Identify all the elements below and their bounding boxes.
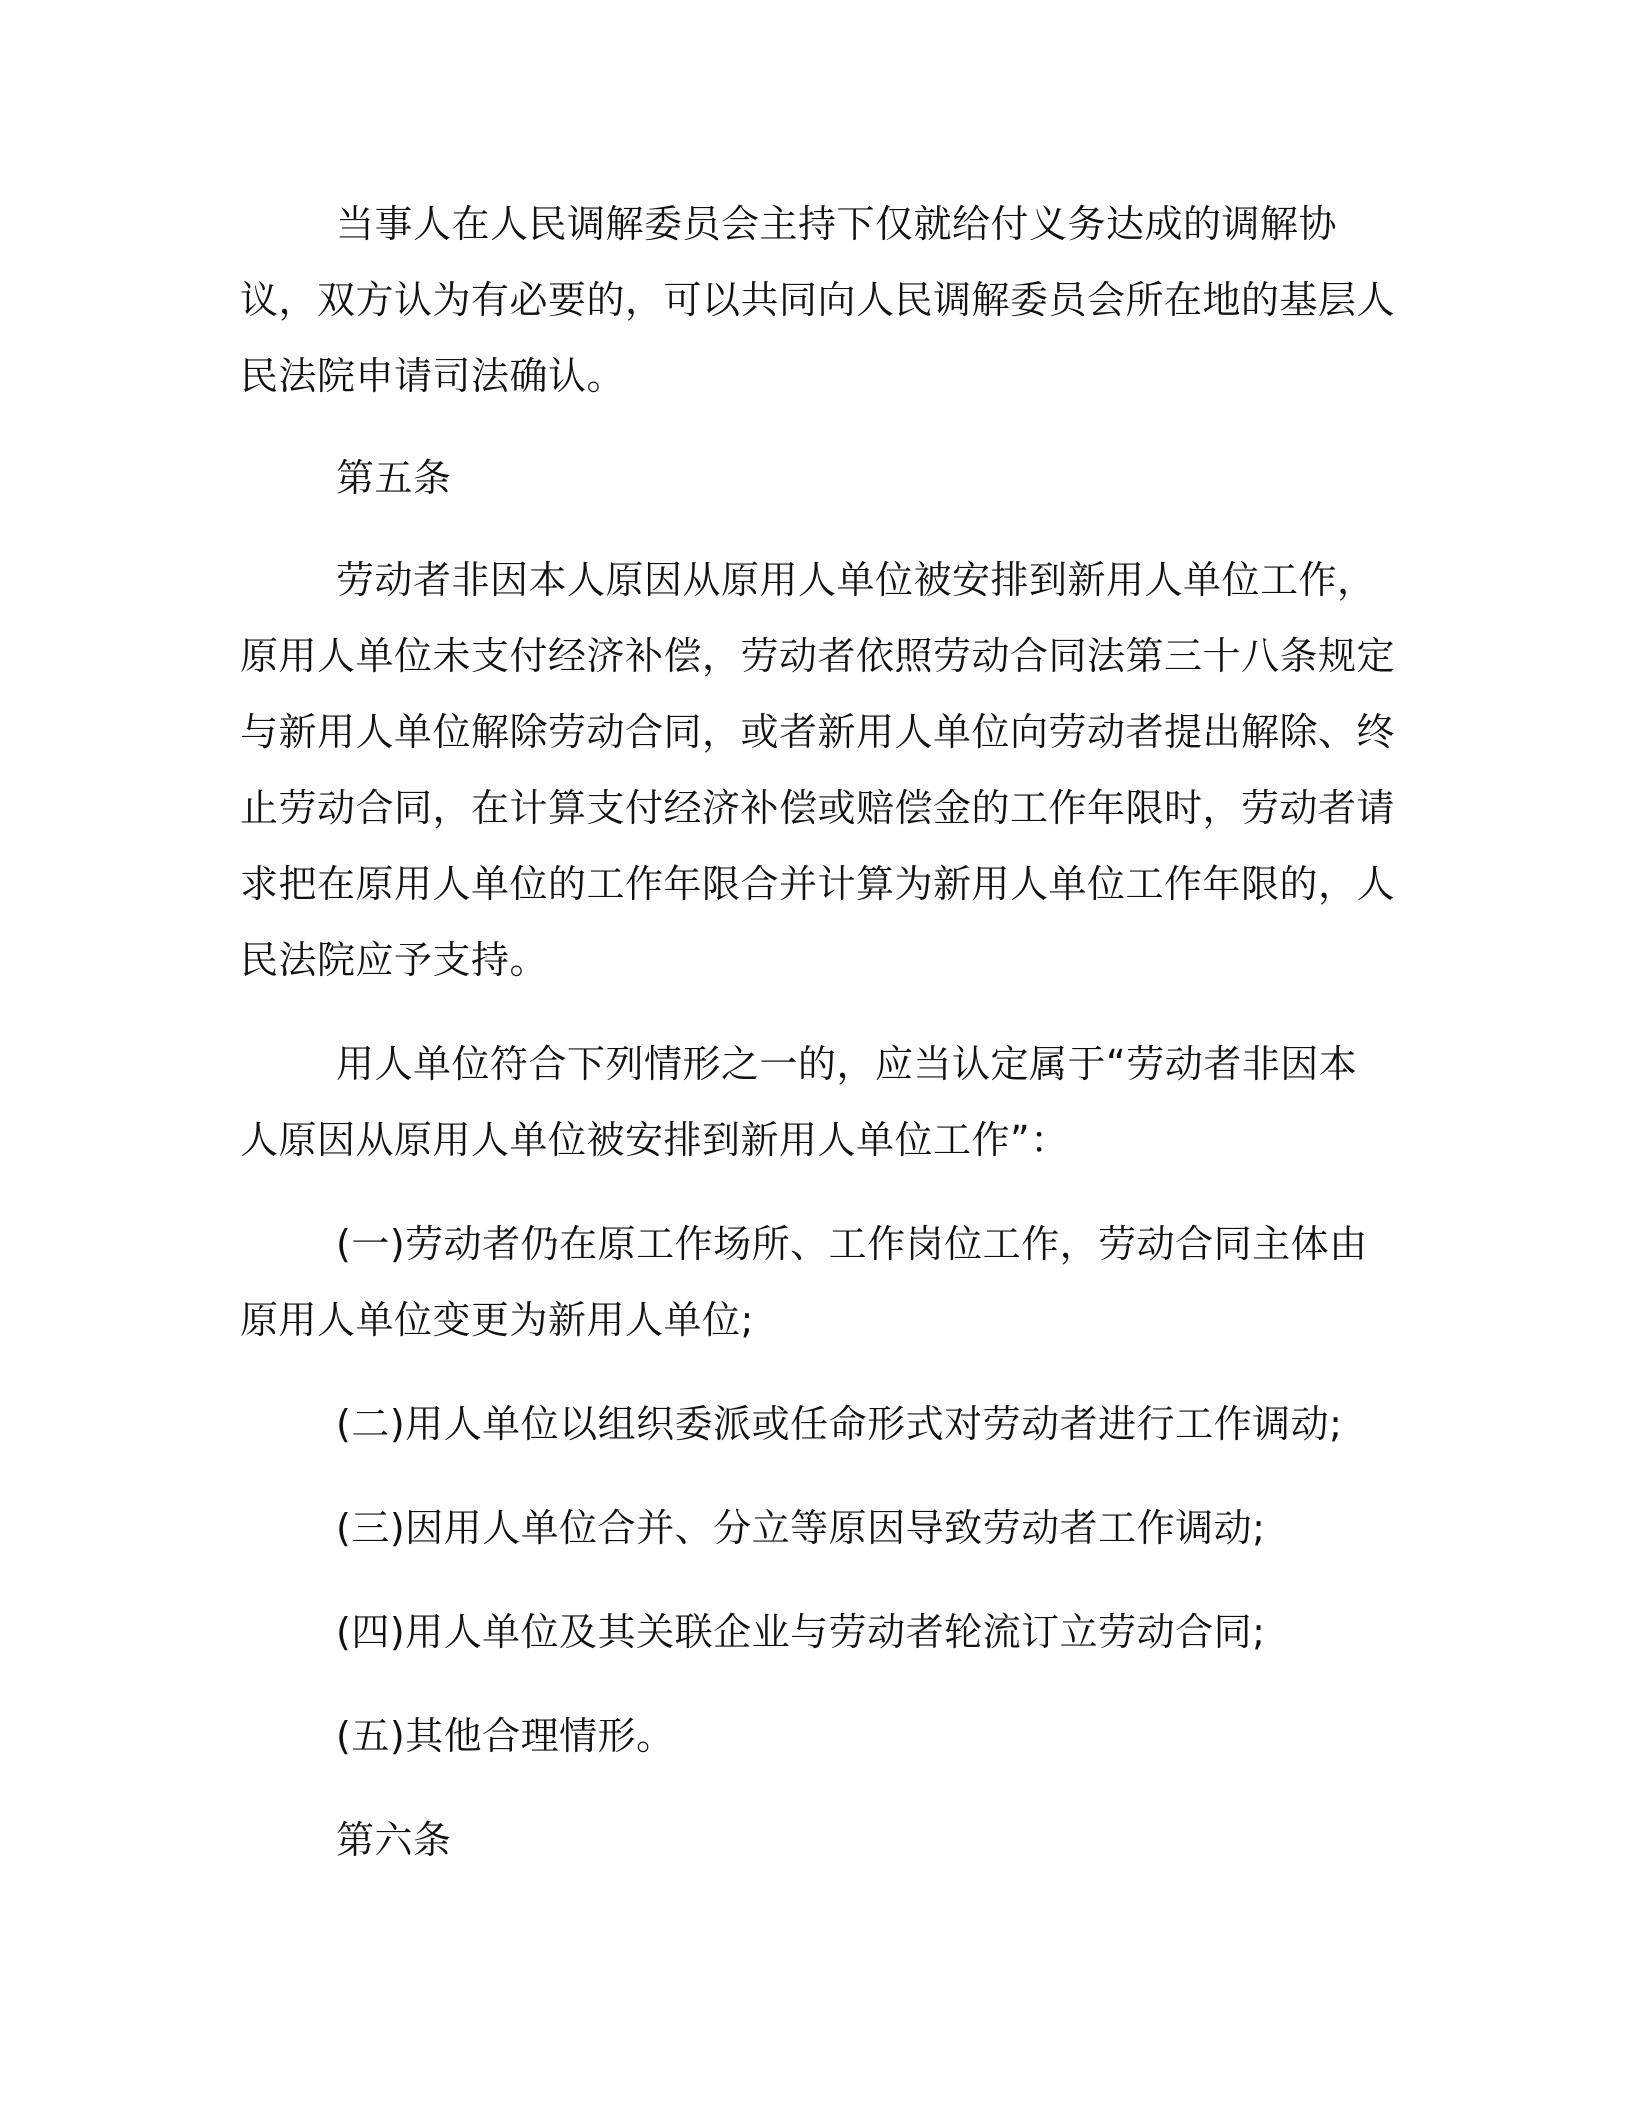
list-item-situation-1: (一)劳动者仍在原工作场所、工作岗位工作，劳动合同主体由原用人单位变更为新用人单位; (240, 1222, 1368, 1342)
list-item-situation-3: (三)因用人单位合并、分立等原因导致劳动者工作调动; (336, 1506, 1266, 1550)
article-heading-6: 第六条 (336, 1818, 452, 1862)
paragraph-article-5-situations: 用人单位符合下列情形之一的，应当认定属于“劳动者非因本人原因从原用人单位被安排到新用人单位工作”： (240, 1042, 1358, 1162)
paragraph-mediation-confirmation: 当事人在人民调解委员会主持下仅就给付义务达成的调解协议，双方认为有必要的，可以共同向人民调解委员会所在地的基层人民法院申请司法确认。 (240, 202, 1396, 398)
list-item-situation-4: (四)用人单位及其关联企业与劳动者轮流订立劳动合同; (336, 1610, 1266, 1654)
paragraph-article-5-body: 劳动者非因本人原因从原用人单位被安排到新用人单位工作，原用人单位未支付经济补偿，劳动者依照劳动合同法第三十八条规定与新用人单位解除劳动合同，或者新用人单位向劳动者提出解除、终止劳动合同，在计算支付经济补偿或赔偿金的工作年限时，劳动者请求把在原用人单位的工作年限合并计算为新用人单位工作年限的，人民法院应予支持。 (240, 558, 1396, 982)
article-heading-5: 第五条 (336, 456, 452, 500)
list-item-situation-5: (五)其他合理情形。 (336, 1714, 675, 1758)
list-item-situation-2: (二)用人单位以组织委派或任命形式对劳动者进行工作调动; (336, 1402, 1343, 1446)
